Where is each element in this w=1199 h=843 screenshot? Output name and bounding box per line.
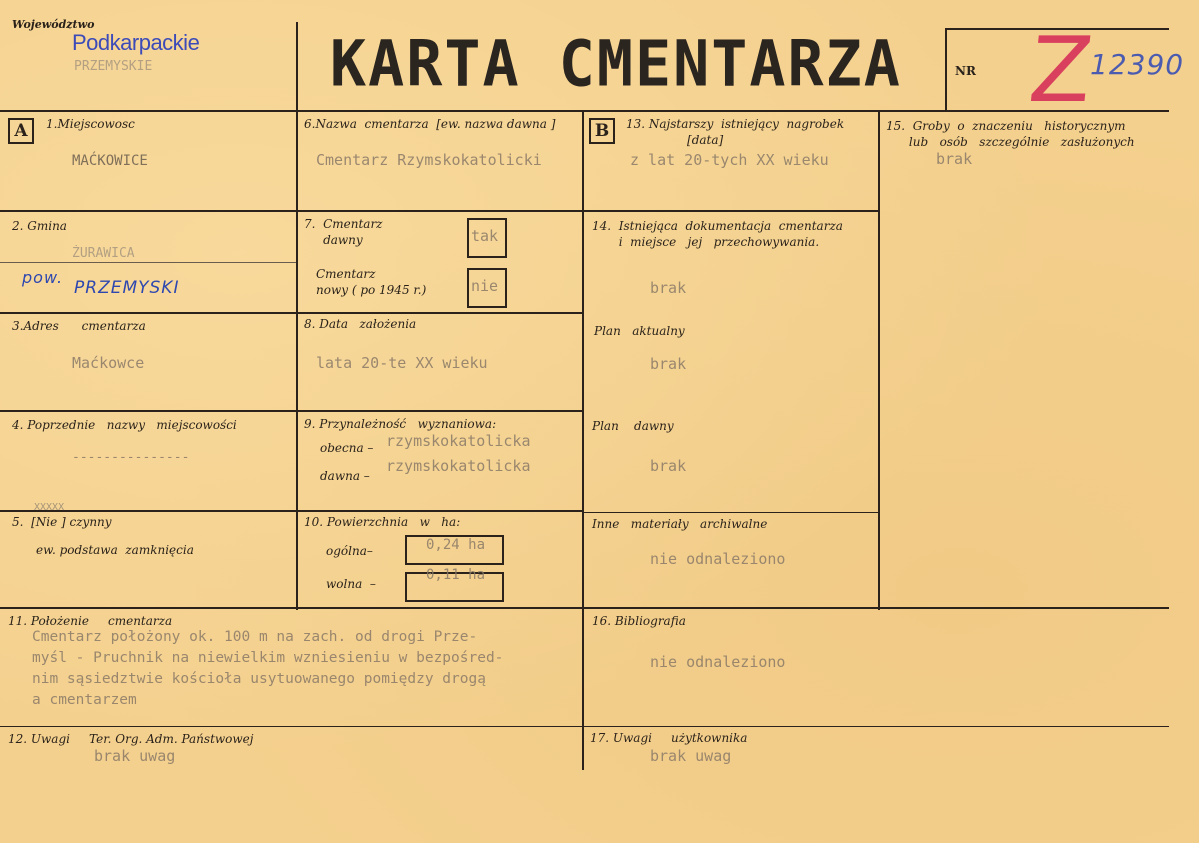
field-10-total-value: 0,24 ha bbox=[426, 537, 486, 553]
divider bbox=[0, 607, 1169, 609]
field-6-value: Cmentarz Rzymskokatolicki bbox=[316, 151, 542, 169]
plan-current-label: Plan aktualny bbox=[594, 324, 685, 338]
field-12-value: brak uwag bbox=[94, 747, 176, 765]
field-5-sublabel: ew. podstawa zamknięcia bbox=[36, 543, 194, 557]
field-9-current-label: obecna – bbox=[320, 441, 374, 455]
voivodeship-stamp: Podkarpackie bbox=[72, 30, 200, 55]
field-11-value: Cmentarz położony ok. 100 m na zach. od drogi Prze- myśl - Pruchnik na niewielkim wzniesieniu w bezpośred- nim sąsiedztwie kościoła usytuowanego pomiędzy drogą a cmentarzem bbox=[32, 629, 504, 708]
nr-label: NR bbox=[955, 64, 976, 78]
divider bbox=[0, 726, 1169, 727]
field-15-label: 15. Groby o znaczeniu historycznym lub osób szczególnie zasłużonych bbox=[886, 119, 1135, 149]
field-10-total-label: ogólna– bbox=[326, 544, 373, 558]
field-13-value: z lat 20-tych XX wieku bbox=[630, 151, 829, 169]
field-16-label: 16. Bibliografia bbox=[592, 614, 686, 628]
field-6-label: 6.Nazwa cmentarza [ew. nazwa dawna ] bbox=[304, 117, 556, 131]
field-9-label: 9. Przynależność wyznaniowa: bbox=[304, 417, 497, 431]
field-15-value: brak bbox=[936, 150, 973, 168]
plan-old-label: Plan dawny bbox=[592, 419, 674, 433]
section-a-badge: A bbox=[8, 118, 34, 144]
voivodeship-label: Województwo bbox=[12, 18, 95, 31]
field-11-label: 11. Położenie cmentarza bbox=[8, 614, 173, 628]
divider bbox=[582, 210, 878, 212]
plan-current-value: brak bbox=[650, 355, 687, 373]
nr-letter: Z bbox=[1024, 18, 1098, 123]
field-4-struck: XXXXX bbox=[34, 502, 65, 513]
county-label: pow. bbox=[22, 268, 64, 287]
field-10-label: 10. Powierzchnia w ha: bbox=[304, 515, 461, 529]
county-value: PRZEMYSKI bbox=[74, 278, 180, 298]
field-7b-value: nie bbox=[471, 277, 499, 295]
field-9-current-value: rzymskokatolicka bbox=[386, 432, 531, 450]
section-b-badge: B bbox=[589, 118, 615, 144]
field-12-label: 12. Uwagi Ter. Org. Adm. Państwowej bbox=[8, 732, 254, 746]
divider bbox=[0, 510, 582, 512]
divider bbox=[0, 210, 582, 212]
field-13-label: 13. Najstarszy istniejący nagrobek [data] bbox=[626, 117, 845, 147]
field-7b-label: Cmentarz nowy ( po 1945 r.) bbox=[316, 267, 427, 297]
plan-old-value: brak bbox=[650, 457, 687, 475]
divider bbox=[945, 28, 947, 112]
field-16-value: nie odnaleziono bbox=[650, 653, 786, 671]
field-10-free-value: 0,11 ha bbox=[426, 567, 486, 583]
field-8-label: 8. Data założenia bbox=[304, 317, 417, 331]
other-materials-value: nie odnaleziono bbox=[650, 550, 786, 568]
card-title: KARTA CMENTARZA bbox=[330, 28, 902, 102]
field-2-label: 2. Gmina bbox=[12, 219, 67, 233]
divider bbox=[0, 110, 1169, 112]
field-14-value: brak bbox=[650, 279, 687, 297]
field-7-value: tak bbox=[471, 227, 499, 245]
divider bbox=[582, 512, 878, 513]
other-materials-label: Inne materiały archiwalne bbox=[592, 517, 768, 531]
divider bbox=[0, 312, 582, 314]
divider bbox=[878, 110, 880, 610]
field-1-label: 1.Miejscowosc bbox=[46, 117, 135, 131]
nr-value: 12390 bbox=[1090, 48, 1185, 81]
field-5-label: 5. [Nie ] czynny bbox=[12, 515, 112, 529]
divider bbox=[0, 262, 296, 263]
field-9-former-value: rzymskokatolicka bbox=[386, 457, 531, 475]
field-17-value: brak uwag bbox=[650, 747, 732, 765]
field-4-label: 4. Poprzednie nazwy miejscowości bbox=[12, 418, 237, 432]
field-3-label: 3.Adres cmentarza bbox=[12, 319, 146, 333]
field-2-value: ŻURAWICA bbox=[72, 246, 135, 261]
field-7-label: 7. Cmentarz dawny bbox=[304, 217, 383, 247]
divider bbox=[0, 410, 582, 412]
divider bbox=[582, 110, 584, 770]
field-1-value: MAĆKOWICE bbox=[72, 153, 148, 169]
field-9-former-label: dawna – bbox=[320, 469, 370, 483]
field-10-free-label: wolna – bbox=[326, 577, 376, 591]
field-4-value: --------------- bbox=[72, 450, 190, 465]
field-3-value: Maćkowce bbox=[72, 354, 145, 372]
field-14-label: 14. Istniejąca dokumentacja cmentarza i miejsce jej przechowywania. bbox=[592, 219, 843, 249]
field-8-value: lata 20-te XX wieku bbox=[316, 354, 488, 372]
voivodeship-old-value: PRZEMYSKIE bbox=[74, 59, 153, 74]
field-17-label: 17. Uwagi użytkownika bbox=[590, 731, 748, 745]
